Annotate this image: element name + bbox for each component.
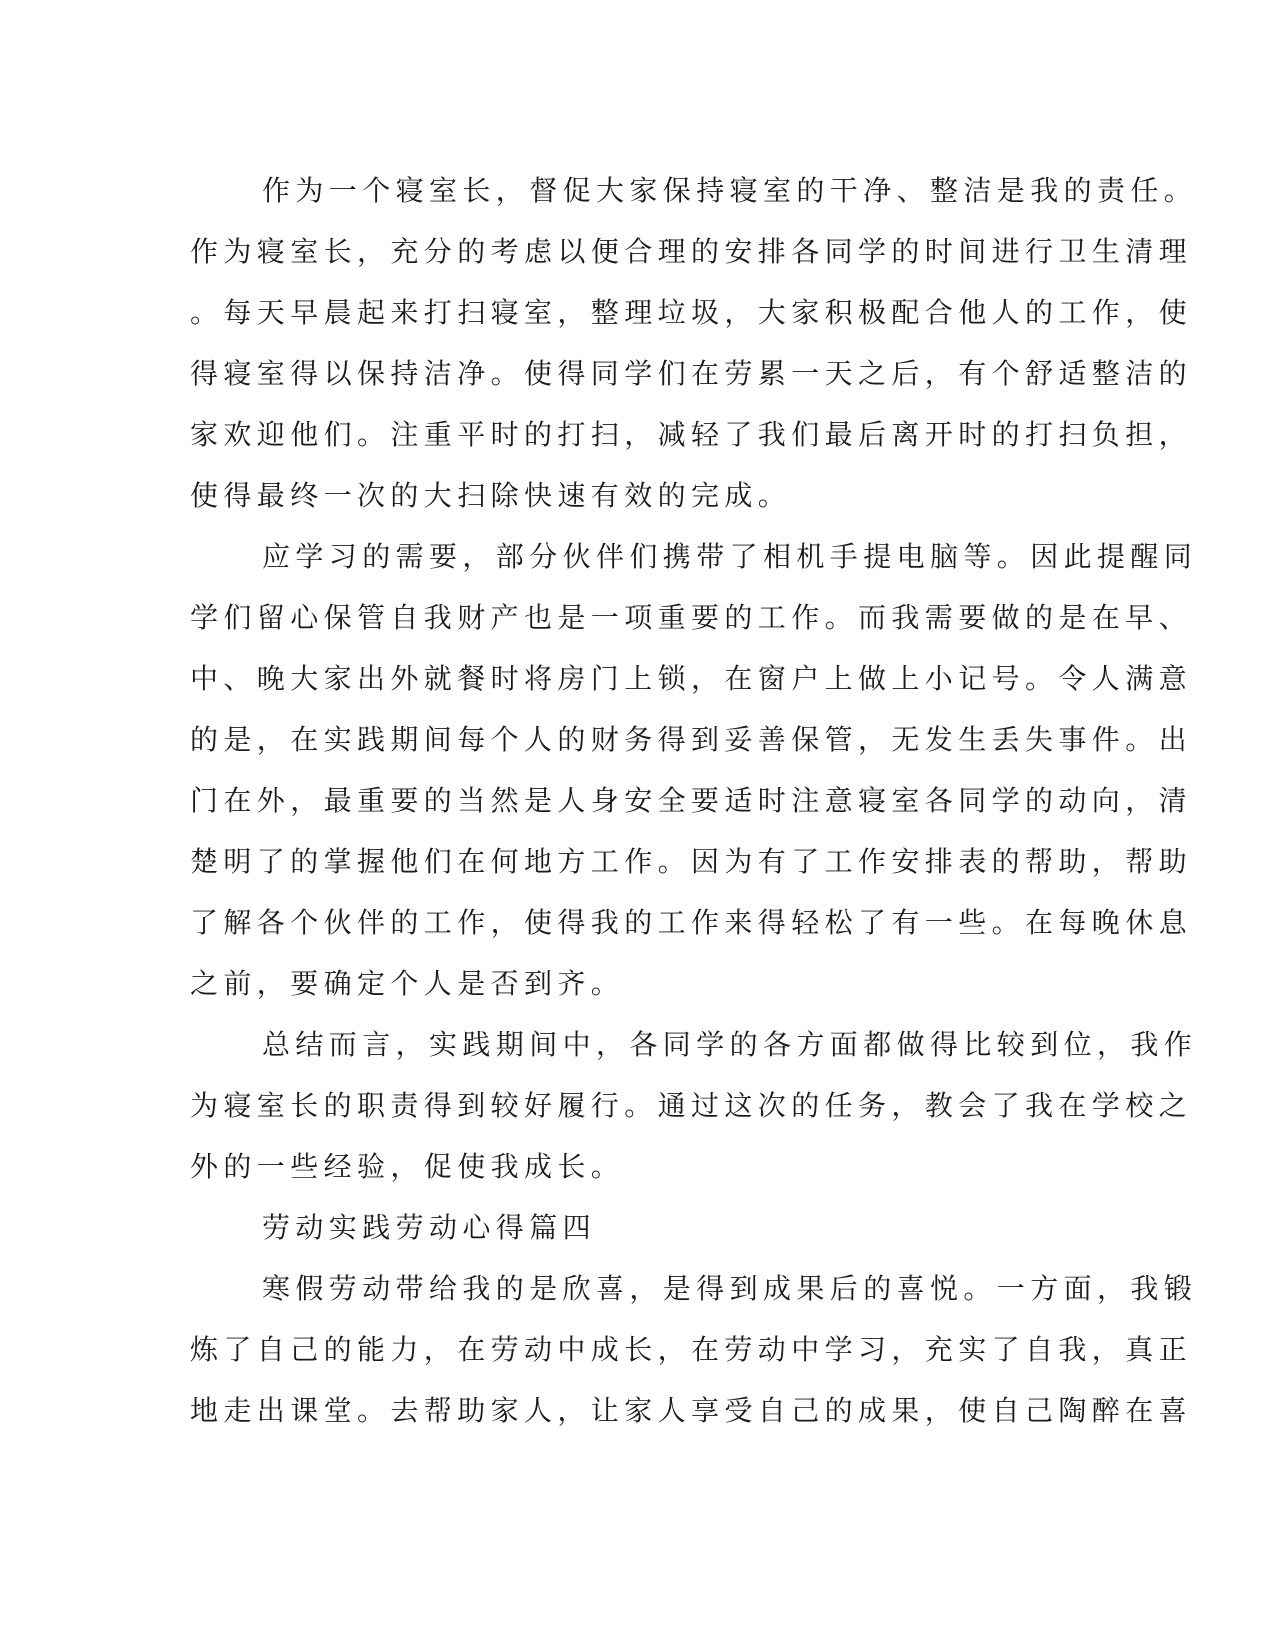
text-line-19: 寒假劳动带给我的是欣喜，是得到成果后的喜悦。一方面，我锻 [262,1272,1198,1305]
text-line-12: 楚明了的掌握他们在何地方工作。因为有了工作安排表的帮助，帮助 [190,845,1193,878]
text-line-17: 外的一些经验，促使我成长。 [190,1150,625,1183]
section-heading: 劳动实践劳动心得篇四 [262,1211,597,1244]
text-line-14: 之前，要确定个人是否到齐。 [190,967,625,1000]
text-line-9: 中、晚大家出外就餐时将房门上锁，在窗户上做上小记号。令人满意 [190,662,1193,695]
text-line-5: 家欢迎他们。注重平时的打扫，减轻了我们最后离开时的打扫负担， [190,418,1193,451]
text-line-15: 总结而言，实践期间中，各同学的各方面都做得比较到位，我作 [262,1028,1198,1061]
text-line-7: 应学习的需要，部分伙伴们携带了相机手提电脑等。因此提醒同 [262,540,1198,573]
text-line-13: 了解各个伙伴的工作，使得我的工作来得轻松了有一些。在每晚休息 [190,906,1193,939]
text-line-2: 作为寝室长，充分的考虑以便合理的安排各同学的时间进行卫生清理 [190,235,1193,268]
text-line-1: 作为一个寝室长，督促大家保持寝室的干净、整洁是我的责任。 [262,174,1198,207]
text-line-20: 炼了自己的能力，在劳动中成长，在劳动中学习，充实了自我，真正 [190,1333,1193,1366]
body-text [190,160,1198,1441]
text-line-21: 地走出课堂。去帮助家人，让家人享受自己的成果，使自己陶醉在喜 [190,1394,1193,1427]
text-line-11: 门在外，最重要的当然是人身安全要适时注意寝室各同学的动向，清 [190,784,1193,817]
text-line-3: 。每天早晨起来打扫寝室，整理垃圾，大家积极配合他人的工作，使 [190,296,1193,329]
text-line-10: 的是，在实践期间每个人的财务得到妥善保管，无发生丢失事件。出 [190,723,1193,756]
text-line-4: 得寝室得以保持洁净。使得同学们在劳累一天之后，有个舒适整洁的 [190,357,1193,390]
text-line-8: 学们留心保管自我财产也是一项重要的工作。而我需要做的是在早、 [190,601,1193,634]
text-line-16: 为寝室长的职责得到较好履行。通过这次的任务，教会了我在学校之 [190,1089,1193,1122]
text-line-6: 使得最终一次的大扫除快速有效的完成。 [190,479,792,512]
